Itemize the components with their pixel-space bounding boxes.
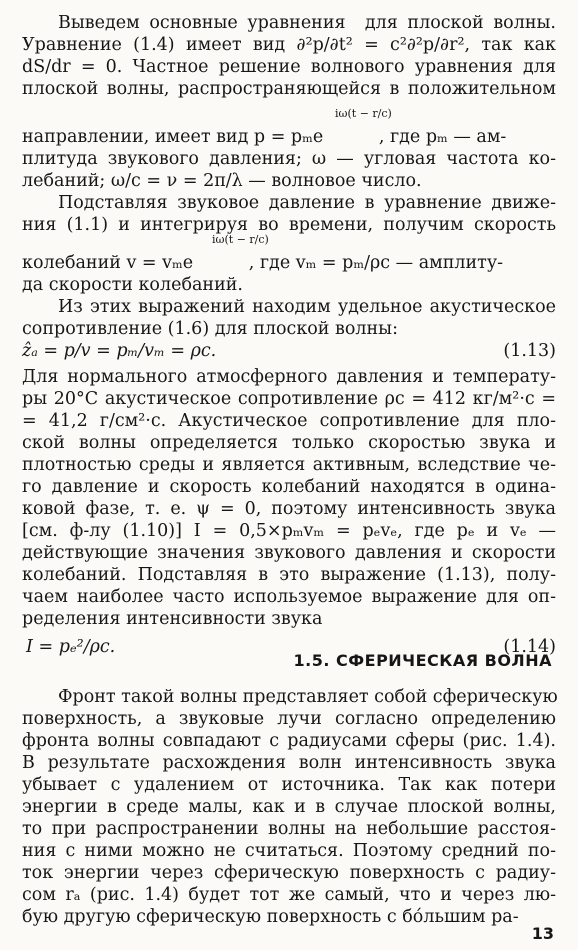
p5-line-2: поверхность, а звуковые лучи согласно определению [22,709,556,729]
equation-1-14: I = pₑ²/ρc. [26,637,116,657]
equation-1-13: ẑₐ = p/v = pₘ/vₘ = ρc. [22,341,217,361]
p1-line-3: dS/dr = 0. Частное решение волнового уравнения для [22,57,556,77]
p5-line-6: энергии в среде малы, как и в случае плоской волны, [22,797,556,817]
p4-line-5: плотностью среды и является активным, вследствие че- [22,455,556,475]
equation-1-14-number: (1.14) [503,637,556,657]
p4-line-3: = 41,2 г/см²·с. Акустическое сопротивление для пло- [22,411,556,431]
p2-line-1: Подставляя звуковое давление в уравнение движе- [58,193,556,213]
p5-line-3: фронта волны совпадают с радиусами сферы (рис. 1.4). [22,731,556,751]
p5-line-4: В результате расхождения волн интенсивность звука [22,753,556,773]
p1-line-2: Уравнение (1.4) имеет вид ∂²p/∂t² = c²∂²p/∂r², так как [22,35,556,55]
exponent-pressure: iω(t − r/c) [335,107,392,120]
p5-line-8: ния с ними можно не считаться. Поэтому средний по- [22,841,556,861]
p1-line-1: Выведем основные уравнения для плоской волны. [58,13,556,33]
p4-line-6: го давление и скорость колебаний находятся в одина- [22,477,556,497]
p3-line-1: Из этих выражений находим удельное акустическое [58,297,556,317]
p3-line-2: сопротивление (1.6) для плоской волны: [22,319,399,339]
p4-line-9: действующие значения звукового давления и скорости [22,543,556,563]
p4-line-12: ределения интенсивности звука [22,609,323,629]
p4-line-1: Для нормального атмосферного давления и температу- [22,367,556,387]
p5-line-5: убывает с удалением от источника. Так как потери [22,775,556,795]
p4-line-11: чаем наиболее часто используемое выражение для оп- [22,587,556,607]
p5-line-9: ток энергии через сферическую поверхность с радиу- [22,863,556,883]
p5-line-1: Фронт такой волны представляет собой сферическую [58,687,558,707]
p4-line-2: ры 20°C акустическое сопротивление ρc = 412 кг/м²·с = [22,389,556,409]
equation-1-13-number: (1.13) [503,341,556,361]
p5-line-7: то при распространении волны на небольшие расстоя- [22,819,556,839]
p1-line-4: плоской волны, распространяющейся в положительном [22,79,556,99]
p4-line-4: ской волны определяется только скоростью звука и [22,433,556,453]
exponent-velocity: iω(t − r/c) [212,233,269,246]
p5-line-10: сом rₐ (рис. 1.4) будет тот же самый, что и через лю- [22,885,556,905]
page-number: 13 [531,924,554,943]
p4-line-7: ковой фазе, т. е. ψ = 0, поэтому интенсивность звука [22,499,556,519]
section-heading: 1.5. СФЕРИЧЕСКАЯ ВОЛНА [293,651,552,670]
p2-line-4: да скорости колебаний. [22,275,243,295]
p2-line-3: колебаний v = vₘe , где vₘ = pₘ/ρc — амплиту- [22,253,504,273]
p4-line-10: колебаний. Подставляя в это выражение (1.13), полу- [22,565,556,585]
p1-line-5: направлении, имеет вид p = pₘe , где pₘ — ам- [22,127,507,147]
p5-line-11: бую другую сферическую поверхность с бо́льшим ра- [22,907,519,927]
p1-line-6: плитуда звукового давления; ω — угловая частота ко- [22,149,556,169]
p1-line-7: лебаний; ω/c = ν = 2π/λ — волновое число. [22,171,422,191]
p4-line-8: [см. ф-лу (1.10)] I = 0,5×pₘvₘ = pₑvₑ, где pₑ и vₑ — [22,521,556,541]
p2-line-2: ния (1.1) и интегрируя во времени, получим скорость [22,215,556,235]
